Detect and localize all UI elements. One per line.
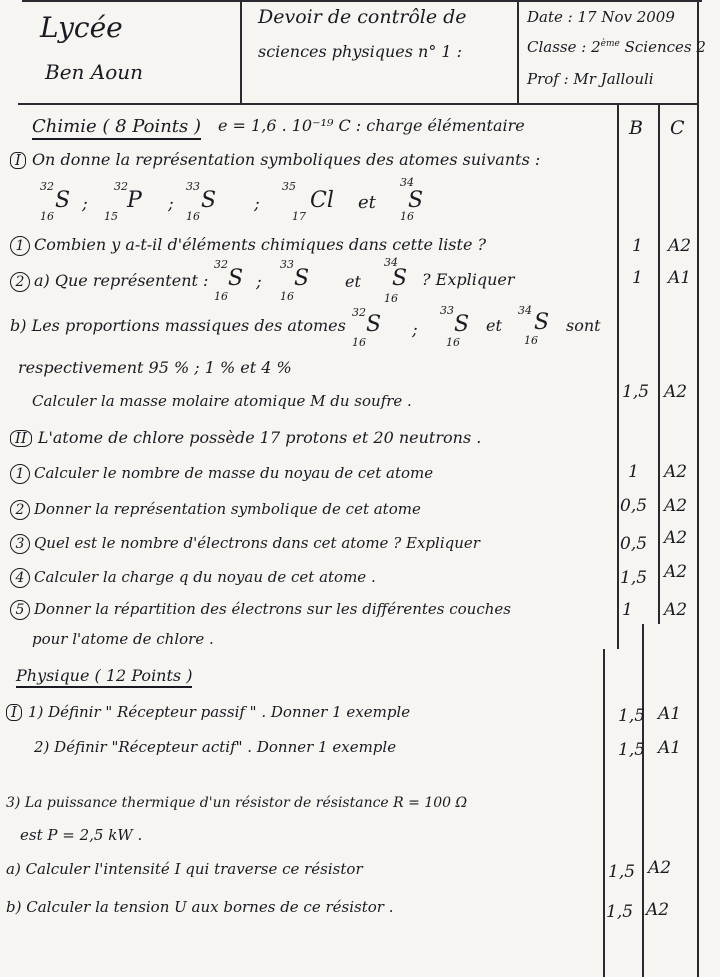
chimie-item-5-continuation: pour l'atome de chlore .: [32, 630, 214, 648]
chimie-section-1: [10, 152, 540, 169]
chimie-item-4: [10, 568, 376, 588]
physique-q3a-competence: A2: [648, 858, 672, 878]
question-2b-points: 1,5: [622, 382, 650, 402]
question-number-badge: 1: [10, 464, 30, 484]
page-right-border: [697, 0, 699, 977]
atomic-number: 16: [352, 336, 366, 349]
chimie-question-2a-text: a) Que représentent :: [34, 271, 209, 290]
atomic-number: 16: [446, 336, 460, 349]
chimie-section-2-text: L'atome de chlore possède 17 protons et 20 neutrons .: [37, 428, 482, 447]
exam-title-line2: sciences physiques n° 1 :: [258, 42, 463, 61]
atom-symbol: S: [366, 312, 382, 337]
item-2-points: 0,5: [620, 496, 648, 516]
chimie-question-1: [10, 236, 486, 256]
mass-number: 34: [518, 304, 532, 317]
question-number-badge: 1: [10, 236, 30, 256]
atom-symbol: S: [392, 266, 408, 291]
atomic-number: 16: [524, 334, 538, 347]
column-c-left-border: [658, 104, 660, 624]
school-name-line1: Lycée: [40, 11, 123, 44]
item-1-points: 1: [628, 462, 639, 482]
physique-q1-competence: A1: [658, 704, 682, 724]
item-1-competence: A2: [664, 462, 688, 482]
exam-date: Date : 17 Nov 2009: [527, 8, 675, 26]
atom-symbol: P: [127, 188, 142, 213]
item-4-competence: A2: [664, 562, 688, 582]
question-2b-competence: A2: [664, 382, 688, 402]
header-divider-left: [240, 0, 242, 104]
column-b-left-border-lower: [603, 649, 605, 977]
column-header-b: B: [629, 117, 643, 139]
item-2-competence: A2: [664, 496, 688, 516]
q2a-tail: ? Expliquer: [422, 270, 515, 289]
chimie-item-1: [10, 464, 433, 484]
column-c-left-border-lower: [642, 624, 644, 977]
question-1-points: 1: [632, 236, 643, 256]
chimie-section-2: [10, 430, 481, 447]
atom-symbol: S: [228, 266, 244, 291]
q2b-proportions: respectivement 95 % ; 1 % et 4 %: [18, 358, 292, 377]
physique-question-3a: a) Calculer l'intensité I qui traverse ce résistor: [6, 860, 363, 878]
item-5-points: 1: [622, 600, 633, 620]
atom-separator: ;: [168, 194, 174, 214]
mass-number: 32: [114, 180, 128, 193]
atom-conjunction: et: [358, 192, 376, 213]
exam-class-sup: ème: [600, 39, 620, 49]
physique-q1-points: 1,5: [618, 706, 646, 726]
atom-conjunction: et: [345, 272, 361, 291]
mass-number: 34: [384, 256, 398, 269]
section-number-badge: I: [6, 704, 22, 721]
item-5-competence: A2: [664, 600, 688, 620]
atom-symbol: Cl: [310, 188, 334, 213]
question-2a-competence: A1: [668, 268, 692, 288]
physique-question-2: 2) Définir "Récepteur actif" . Donner 1 exemple: [34, 738, 397, 756]
atomic-number: 17: [292, 210, 306, 223]
chimie-item-3-text: Quel est le nombre d'électrons dans cet atome ? Expliquer: [34, 534, 480, 552]
physique-question-3b: b) Calculer la tension U aux bornes de ce résistor .: [6, 898, 394, 916]
atomic-number: 16: [40, 210, 54, 223]
physique-question-3: 3) La puissance thermique d'un résistor de résistance R = 100 Ω: [6, 795, 468, 811]
atomic-number: 16: [280, 290, 294, 303]
physique-q2-points: 1,5: [618, 740, 646, 760]
question-number-badge: 2: [10, 272, 30, 292]
question-number-badge: 3: [10, 534, 30, 554]
question-1-competence: A2: [668, 236, 692, 256]
question-number-badge: 5: [10, 600, 30, 620]
header-divider-right: [517, 0, 519, 104]
page-top-border: [22, 0, 702, 2]
atom-separator: ;: [412, 320, 418, 340]
atom-conjunction: et: [486, 316, 502, 335]
physique-question-3-continuation: est P = 2,5 kW .: [20, 826, 143, 844]
atomic-number: 16: [384, 292, 398, 305]
column-header-c: C: [670, 117, 685, 139]
atomic-number: 16: [400, 210, 414, 223]
atom-symbol: S: [408, 188, 424, 213]
chimie-item-4-text: Calculer la charge q du noyau de cet atome .: [34, 568, 376, 586]
physique-title: Physique ( 12 Points ): [16, 668, 192, 688]
atom-symbol: S: [294, 266, 310, 291]
physique-question-1: [6, 704, 410, 721]
item-3-points: 0,5: [620, 534, 648, 554]
atom-separator: ;: [254, 194, 260, 214]
physique-q2-competence: A1: [658, 738, 682, 758]
physique-q3b-points: 1,5: [606, 902, 634, 922]
item-3-competence: A2: [664, 528, 688, 548]
exam-teacher: Prof : Mr Jallouli: [527, 70, 654, 88]
atom-separator: ;: [82, 194, 88, 214]
section-number-badge: II: [10, 430, 32, 447]
chimie-question-1-text: Combien y a-t-il d'éléments chimiques dans cette liste ?: [34, 235, 487, 254]
chimie-item-2-text: Donner la représentation symbolique de cet atome: [34, 500, 421, 518]
school-name-line2: Ben Aoun: [45, 60, 144, 84]
section-number-badge: I: [10, 152, 26, 169]
exam-class-suffix: Sciences 2: [624, 38, 706, 56]
exam-class-prefix: Classe : 2: [527, 38, 601, 56]
q2b-instruction: Calculer la masse molaire atomique M du soufre .: [32, 392, 412, 410]
chimie-item-5-text: Donner la répartition des électrons sur les différentes couches: [34, 600, 511, 618]
atomic-number: 15: [104, 210, 118, 223]
physique-q3b-competence: A2: [646, 900, 670, 920]
mass-number: 32: [352, 306, 366, 319]
atom-symbol: S: [55, 188, 71, 213]
chimie-item-1-text: Calculer le nombre de masse du noyau de cet atome: [34, 464, 434, 482]
mass-number: 32: [214, 258, 228, 271]
chimie-item-3: [10, 534, 480, 554]
mass-number: 35: [282, 180, 296, 193]
chimie-item-5: [10, 600, 511, 620]
physique-q3a-points: 1,5: [608, 862, 636, 882]
chimie-title: Chimie ( 8 Points ): [32, 118, 201, 140]
atom-symbol: S: [454, 312, 470, 337]
question-number-badge: 2: [10, 500, 30, 520]
chimie-section-1-text: On donne la représentation symboliques des atomes suivants :: [31, 150, 541, 169]
mass-number: 33: [280, 258, 294, 271]
q2b-tail: sont: [566, 316, 601, 335]
exam-title-line1: Devoir de contrôle de: [258, 6, 467, 28]
item-4-points: 1,5: [620, 568, 648, 588]
mass-number: 34: [400, 176, 414, 189]
atom-symbol: S: [201, 188, 217, 213]
physique-question-1-text: 1) Définir " Récepteur passif " . Donner 1 exemple: [27, 703, 411, 721]
header-bottom-border: [18, 103, 699, 105]
atom-separator: ;: [256, 272, 262, 292]
question-number-badge: 4: [10, 568, 30, 588]
chimie-question-2b: b) Les proportions massiques des atomes: [10, 316, 346, 335]
atomic-number: 16: [186, 210, 200, 223]
column-b-left-border: [617, 104, 619, 649]
elementary-charge: e = 1,6 . 10⁻¹⁹ C : charge élémentaire: [218, 116, 525, 135]
question-2a-points: 1: [632, 268, 643, 288]
chimie-question-2a: [10, 272, 208, 292]
mass-number: 33: [440, 304, 454, 317]
exam-class: [527, 40, 706, 55]
chimie-item-2: [10, 500, 421, 520]
atomic-number: 16: [214, 290, 228, 303]
mass-number: 32: [40, 180, 54, 193]
atom-symbol: S: [534, 310, 550, 335]
mass-number: 33: [186, 180, 200, 193]
